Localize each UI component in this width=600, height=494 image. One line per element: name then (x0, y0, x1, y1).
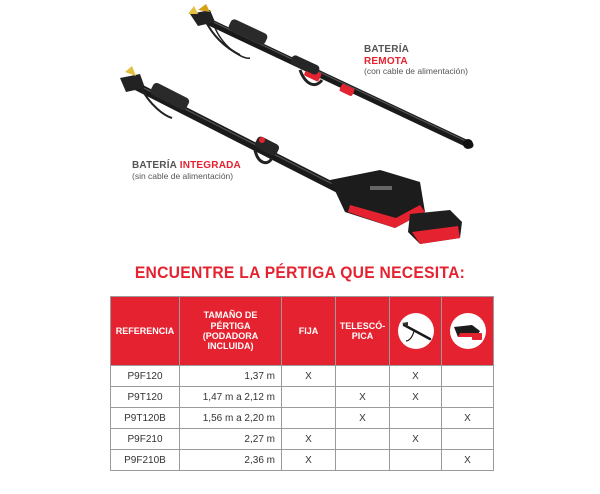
remote-battery-cell: X (390, 366, 442, 387)
length-cell: 2,36 m (180, 450, 282, 471)
integrated-battery-pole-icon (446, 311, 490, 351)
table-row (111, 366, 494, 387)
length-cell: 1,56 m a 2,20 m (180, 408, 282, 429)
fixed-cell: X (282, 429, 336, 450)
length-cell: 2,27 m (180, 429, 282, 450)
reference-cell: P9F210B (111, 450, 180, 471)
table-header-row (111, 297, 494, 366)
reference-cell: P9F210 (111, 429, 180, 450)
telescopic-cell: X (336, 408, 390, 429)
table-row (111, 408, 494, 429)
header-fixed: FIJA (282, 297, 336, 366)
header-remote-battery (390, 297, 442, 366)
integrated-battery-cell (442, 387, 494, 408)
fixed-cell (282, 408, 336, 429)
remote-battery-cell (390, 408, 442, 429)
reference-cell: P9T120 (111, 387, 180, 408)
table-row (111, 450, 494, 471)
remote-caption-line3: (con cable de alimentación) (364, 66, 468, 76)
integrated-caption-line2: (sin cable de alimentación) (132, 170, 234, 181)
fixed-cell (282, 387, 336, 408)
table-row (111, 429, 494, 450)
fixed-cell: X (282, 366, 336, 387)
integrated-battery-cell (442, 366, 494, 387)
telescopic-cell (336, 450, 390, 471)
header-integrated-battery (442, 297, 494, 366)
product-comparison-table (110, 296, 494, 471)
integrated-caption-word1: BATERÍA (132, 160, 177, 171)
table-row (111, 387, 494, 408)
remote-caption-line1: BATERÍA (364, 44, 410, 55)
integrated-battery-caption (132, 160, 241, 181)
remote-battery-caption (364, 44, 468, 77)
header-reference: REFERENCIA (111, 297, 180, 366)
section-heading: ENCUENTRE LA PÉRTIGA QUE NECESITA: (134, 263, 466, 282)
header-size: TAMAÑO DE PÉRTIGA (PODADORA INCLUIDA) (180, 297, 282, 366)
length-cell: 1,37 m (180, 366, 282, 387)
remote-battery-cell (390, 450, 442, 471)
telescopic-cell: X (336, 387, 390, 408)
telescopic-cell (336, 366, 390, 387)
remote-battery-pole-icon (394, 311, 438, 351)
reference-cell: P9F120 (111, 366, 180, 387)
fixed-cell: X (282, 450, 336, 471)
header-telescopic: TELESCÓ- PICA (336, 297, 390, 366)
remote-battery-cell: X (390, 429, 442, 450)
integrated-battery-cell (442, 429, 494, 450)
remote-caption-line2: REMOTA (364, 55, 408, 67)
integrated-battery-cell: X (442, 450, 494, 471)
length-cell: 1,47 m a 2,12 m (180, 387, 282, 408)
integrated-battery-cell: X (442, 408, 494, 429)
remote-battery-cell: X (390, 387, 442, 408)
reference-cell: P9T120B (111, 408, 180, 429)
integrated-battery-pole-image (120, 66, 462, 244)
telescopic-cell (336, 429, 390, 450)
integrated-caption-word2: INTEGRADA (179, 160, 241, 171)
